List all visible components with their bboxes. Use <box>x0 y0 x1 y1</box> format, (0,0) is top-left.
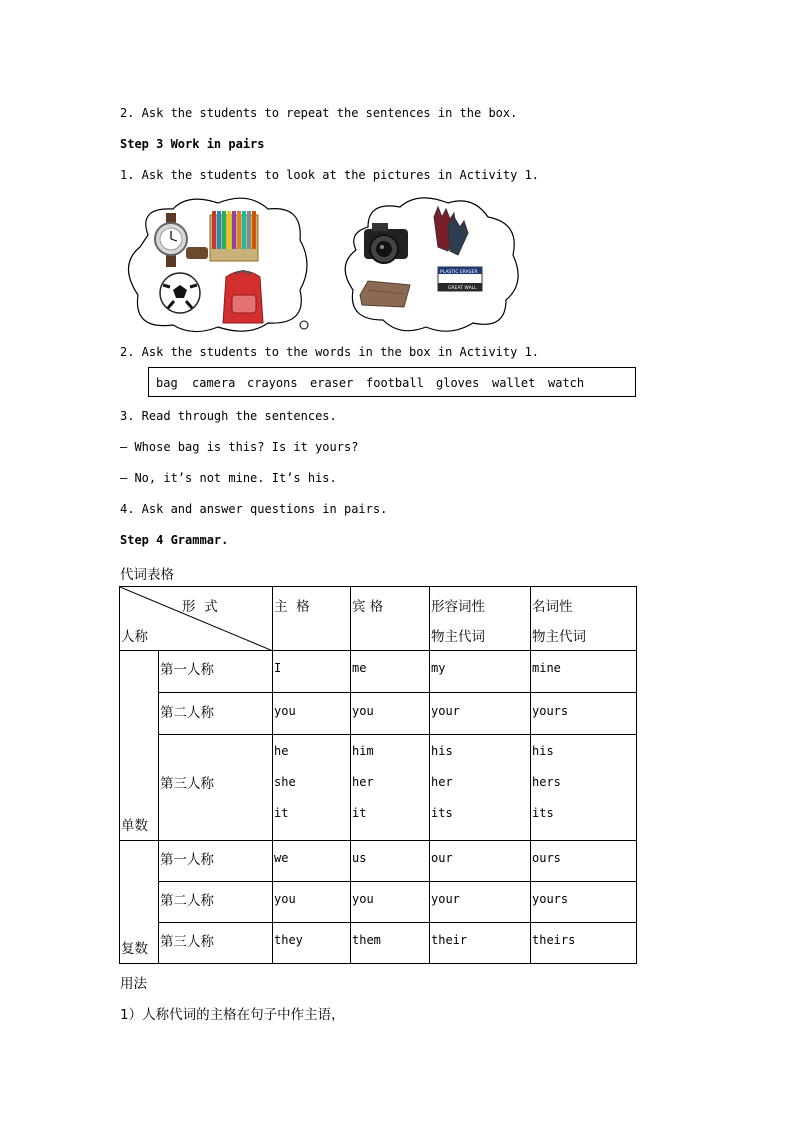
crayons-icon <box>210 211 258 261</box>
cloud-pictures-right <box>338 195 520 335</box>
table-row: 第二人称 you you your yours <box>120 693 637 735</box>
usage-heading: 用法 <box>120 976 147 992</box>
cloud-pictures-left <box>118 195 313 337</box>
eraser-label-bottom: GREAT WALL <box>448 286 477 291</box>
dialogue-answer: — No, it’s not mine. It’s his. <box>120 471 337 485</box>
corner-cell <box>120 587 273 651</box>
instruction-words: 2. Ask the students to the words in the box in Activity 1. <box>120 345 540 359</box>
person-label: 第一人称 <box>160 852 214 868</box>
table-row: 第三人称 they them their theirs <box>120 923 637 964</box>
header-noun-possessive: 名词性 物主代词 <box>531 587 637 651</box>
word-watch: watch <box>548 376 585 390</box>
eraser-label-top: PLASTIC ERASER <box>440 270 478 275</box>
corner-form-label: 形 式 <box>182 599 218 615</box>
word-crayons: crayons <box>247 376 298 390</box>
instruction-read: 3. Read through the sentences. <box>120 409 337 423</box>
word-eraser: eraser <box>310 376 354 390</box>
table-row: 第三人称 he she it him her it his her its his hers its <box>120 735 637 841</box>
header-object: 宾 格 <box>351 587 430 651</box>
step3-heading: Step 3 Work in pairs <box>120 137 265 151</box>
group-plural-cell <box>120 841 159 964</box>
dialogue-question: — Whose bag is this? Is it yours? <box>120 440 359 454</box>
usage-rule-1: 1）人称代词的主格在句子中作主语， <box>120 1007 345 1023</box>
table-row: 第二人称 you you your yours <box>120 882 637 923</box>
header-adjective-possessive: 形容词性 物主代词 <box>430 587 531 651</box>
word-football: football <box>366 376 424 390</box>
table-row: 单数 第一人称 I me my mine <box>120 651 637 693</box>
instruction-repeat: 2. Ask the students to repeat the sentences in the box. <box>120 106 518 120</box>
corner-person-label: 人称 <box>121 629 148 645</box>
camera-icon <box>364 223 408 263</box>
word-box <box>148 367 636 397</box>
table-title: 代词表格 <box>120 567 174 583</box>
word-camera: camera <box>192 376 236 390</box>
word-wallet: wallet <box>492 376 536 390</box>
person-label: 第二人称 <box>160 893 214 909</box>
person-label: 第三人称 <box>160 934 214 950</box>
word-gloves: gloves <box>436 376 480 390</box>
table-header-row <box>120 587 637 651</box>
table-row: 复数 第一人称 we us our ours <box>120 841 637 882</box>
step4-heading: Step 4 Grammar. <box>120 533 229 547</box>
pronoun-table <box>119 586 637 964</box>
group-plural-label: 复数 <box>121 941 148 957</box>
eraser-icon <box>438 267 482 291</box>
wallet-icon <box>360 281 410 307</box>
football-icon <box>160 273 200 313</box>
person-label: 第三人称 <box>160 776 214 792</box>
instruction-pairs: 4. Ask and answer questions in pairs. <box>120 502 388 516</box>
person-label: 第一人称 <box>160 662 214 678</box>
group-singular-cell <box>120 651 159 841</box>
bag-icon <box>223 271 263 323</box>
group-singular-label: 单数 <box>121 818 148 834</box>
header-subject: 主 格 <box>273 587 351 651</box>
person-label: 第二人称 <box>160 705 214 721</box>
word-bag: bag <box>156 376 178 390</box>
instruction-look: 1. Ask the students to look at the pictures in Activity 1. <box>120 168 540 182</box>
